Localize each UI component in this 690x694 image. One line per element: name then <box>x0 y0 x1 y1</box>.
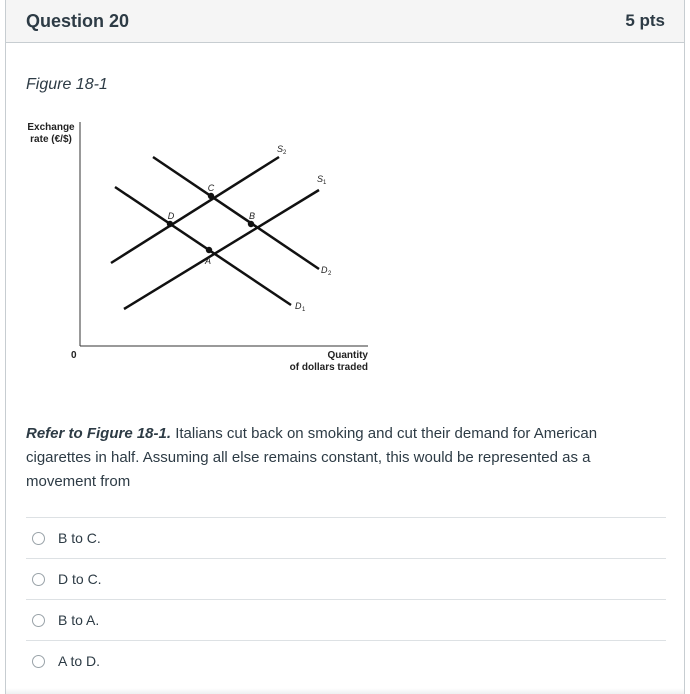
point-b-marker <box>248 221 254 227</box>
answer-label-4[interactable]: A to D. <box>58 653 101 669</box>
answer-option-4[interactable] <box>26 640 666 681</box>
supply-curve-s2 <box>111 157 279 263</box>
answer-list <box>26 517 666 681</box>
point-c-label: C <box>207 183 215 193</box>
prompt-figure-reference: Refer to Figure 18-1. <box>26 425 172 442</box>
point-a-marker <box>206 247 212 253</box>
curve-label-s2-letter: S <box>277 144 284 154</box>
answer-option-3[interactable] <box>26 599 666 640</box>
y-axis-label-line1: Exchange <box>27 122 75 133</box>
prompt-text: Italians cut back on smoking and cut their demand for American cigarettes in half. Assuming all else remains constant, this would be represented as a movement from <box>26 425 598 490</box>
curve-label-d1-sub: 1 <box>302 307 306 313</box>
answer-radio-4[interactable] <box>32 655 45 668</box>
curve-label-d2-sub: 2 <box>328 271 332 277</box>
answer-label-3[interactable]: B to A. <box>58 612 100 628</box>
demand-curve-d2 <box>153 157 319 269</box>
question-points: 5 pts <box>625 11 665 30</box>
exchange-rate-figure <box>6 110 426 380</box>
answer-radio-1[interactable] <box>32 532 45 545</box>
question-header <box>6 0 684 43</box>
answer-option-1[interactable] <box>26 517 666 558</box>
answer-label-1[interactable]: B to C. <box>58 530 101 546</box>
card-bottom-edge <box>6 688 684 694</box>
point-d-label: D <box>167 211 175 221</box>
question-prompt <box>26 422 646 494</box>
curve-label-d1 <box>295 301 306 313</box>
curve-label-d1-letter: D <box>295 301 302 311</box>
curve-label-s2 <box>277 144 287 156</box>
point-d-marker <box>167 221 173 227</box>
curve-label-s2-sub: 2 <box>283 150 287 156</box>
answer-radio-3[interactable] <box>32 614 45 627</box>
curve-label-d2-letter: D <box>321 265 328 275</box>
curve-label-s1-letter: S <box>317 174 324 184</box>
figure-caption: Figure 18-1 <box>26 76 108 93</box>
point-c-marker <box>208 193 214 199</box>
point-b-label: B <box>248 211 256 221</box>
curve-label-d2 <box>321 265 332 277</box>
question-card <box>5 0 685 694</box>
x-axis-label-line1: Quantity <box>327 350 368 361</box>
answer-radio-2[interactable] <box>32 573 45 586</box>
origin-label: 0 <box>71 350 77 361</box>
curve-label-s1-sub: 1 <box>323 180 327 186</box>
y-axis-label-line2: rate (€/$) <box>30 134 72 145</box>
point-a-label: A <box>204 256 212 266</box>
question-title: Question 20 <box>26 10 130 31</box>
x-axis-label-line2: of dollars traded <box>289 362 368 373</box>
answer-option-2[interactable] <box>26 558 666 599</box>
answer-label-2[interactable]: D to C. <box>58 571 102 587</box>
curve-label-s1 <box>317 174 327 186</box>
